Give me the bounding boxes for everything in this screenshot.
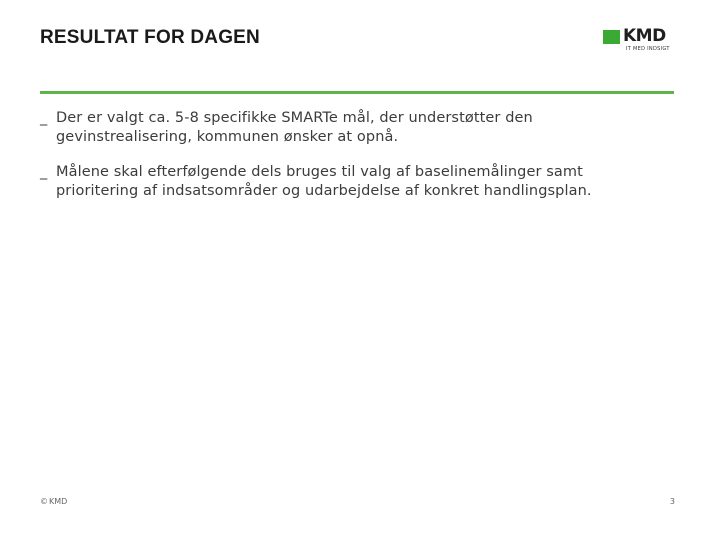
footer-company: KMD [49, 497, 68, 506]
footer-copyright [40, 497, 67, 506]
title-divider [40, 91, 674, 94]
bullet-list [40, 109, 660, 217]
bullet-item [40, 109, 660, 147]
copyright-icon: © [40, 497, 48, 506]
bullet-marker: _ [40, 110, 48, 126]
bullet-text: Der er valgt ca. 5-8 specifikke SMARTe mål, der understøtter den gevinstrealisering, kommunen ønsker at opnå. [56, 110, 533, 145]
slide-title: RESULTAT FOR DAGEN [40, 27, 260, 48]
bullet-item [40, 163, 660, 201]
kmd-logo [603, 28, 675, 54]
logo-green-square-icon [603, 30, 620, 44]
page-number: 3 [669, 497, 675, 506]
logo-wordmark: KMD [623, 26, 666, 46]
logo-tagline: IT MED INDSIGT [626, 46, 670, 52]
bullet-marker: _ [40, 164, 48, 180]
bullet-text: Målene skal efterfølgende dels bruges til valg af baselinemålinger samt prioritering af indsatsområder og udarbejdelse af konkret handlingsplan. [56, 164, 592, 199]
